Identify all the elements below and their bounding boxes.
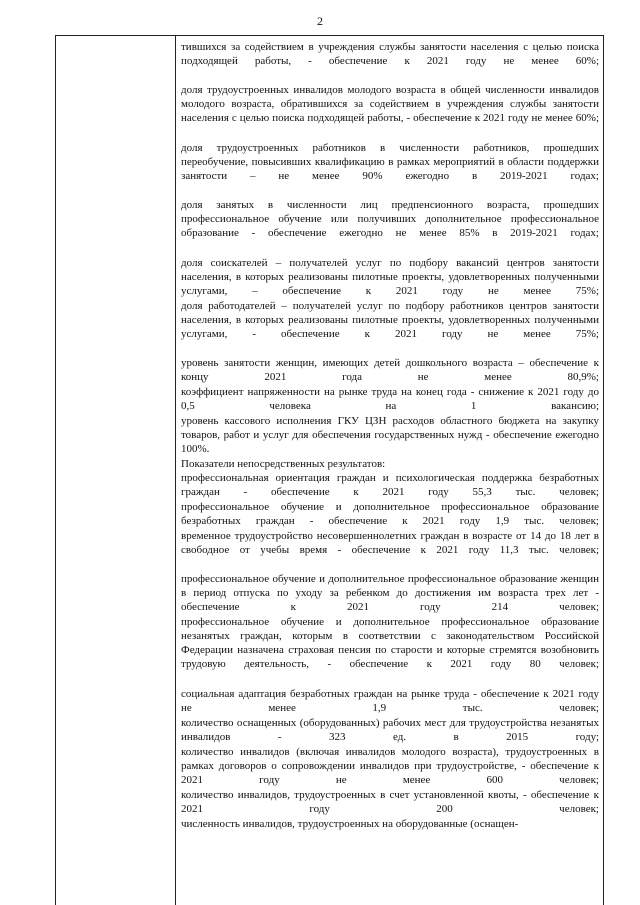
paragraph-12: профессиональное обучение и дополнительное профессиональное образование безработных граждан - обеспечение к 2021 году 1,9 тыс. человек; bbox=[181, 501, 599, 528]
page-number: 2 bbox=[317, 14, 323, 28]
paragraph-4: доля занятых в численности лиц предпенсионного возраста, прошедших профессиональное обучение или получивших дополнительное профессиональное образование - обеспечение ежегодно не менее 85% в 2019-2021 годах; bbox=[181, 199, 599, 240]
paragraph-11: профессиональная ориентация граждан и психологическая поддержка безработных граждан - обеспечение к 2021 году 55,3 тыс. человек; bbox=[181, 472, 599, 499]
paragraph-8: коэффициент напряженности на рынке труда на конец года - снижение к 2021 году до 0,5 человека на 1 вакансию; bbox=[181, 386, 599, 413]
paragraph-17: количество оснащенных (оборудованных) рабочих мест для трудоустройства незанятых инвалидов - 323 ед. в 2015 году; bbox=[181, 717, 599, 744]
paragraph-18: количество инвалидов (включая инвалидов молодого возраста), трудоустроенных в рамках договоров о сопровождении инвалидов при трудоустройстве, - обеспечение к 2021 году не менее 600 человек; bbox=[181, 746, 599, 787]
document-table bbox=[55, 35, 604, 905]
paragraph-14: профессиональное обучение и дополнительное профессиональное образование женщин в период отпуска по уходу за ребенком до достижения им возраста трех лет - обеспечение к 2021 году 214 человек; bbox=[181, 573, 599, 614]
table-left-cell bbox=[56, 36, 176, 905]
paragraph-5: доля соискателей – получателей услуг по подбору вакансий центров занятости населения, в которых реализованы пилотные проекты, удовлетворенных полученными услугами, – обеспечение к 2021 году не менее 75%; bbox=[181, 257, 599, 298]
results-heading: Показатели непосредственных результатов: bbox=[181, 458, 386, 470]
table-right-cell bbox=[177, 36, 603, 905]
paragraph-15: профессиональное обучение и дополнительное профессиональное образование незанятых граждан, которым в соответствии с законодательством Российской Федерации назначена страховая пенсия по старости и которые стремятся возобновить трудовую деятельность, - обеспечение к 2021 году 80 человек; bbox=[181, 616, 599, 671]
paragraph-1: тившихся за содействием в учреждения службы занятости населения с целью поиска подходящей работы, - обеспечение к 2021 году не менее 60%; bbox=[181, 41, 599, 68]
paragraph-3: доля трудоустроенных работников в численности работников, прошедших переобучение, повысивших квалификацию в рамках мероприятий в области поддержки занятости – не менее 90% ежегодно в 2019-2021 годах; bbox=[181, 142, 599, 183]
paragraph-16: социальная адаптация безработных граждан на рынке труда - обеспечение к 2021 году не менее 1,9 тыс. человек; bbox=[181, 688, 599, 715]
paragraph-7: уровень занятости женщин, имеющих детей дошкольного возраста – обеспечение к концу 2021 года не менее 80,9%; bbox=[181, 357, 599, 384]
paragraph-9: уровень кассового исполнения ГКУ ЦЗН расходов областного бюджета на закупку товаров, работ и услуг для обеспечения государственных нужд - обеспечение ежегодно 100%. bbox=[181, 415, 599, 456]
paragraph-20: численность инвалидов, трудоустроенных на оборудованные (оснащен- bbox=[181, 818, 519, 830]
paragraph-6: доля работодателей – получателей услуг по подбору работников центров занятости населения, в которых реализованы пилотные проекты, удовлетворенных полученными услугами, - обеспечение к 2021 году не менее 75%; bbox=[181, 300, 599, 341]
paragraph-2: доля трудоустроенных инвалидов молодого возраста в общей численности инвалидов молодого возраста, обратившихся за содействием в учреждения службы занятости населения с целью поиска подходящей работы, - обеспечение к 2021 году не менее 60%; bbox=[181, 84, 599, 125]
paragraph-19: количество инвалидов, трудоустроенных в счет установленной квоты, - обеспечение к 2021 году 200 человек; bbox=[181, 789, 599, 816]
paragraph-13: временное трудоустройство несовершеннолетних граждан в возрасте от 14 до 18 лет в свободное от учебы время - обеспечение к 2021 году 11,3 тыс. человек; bbox=[181, 530, 599, 557]
